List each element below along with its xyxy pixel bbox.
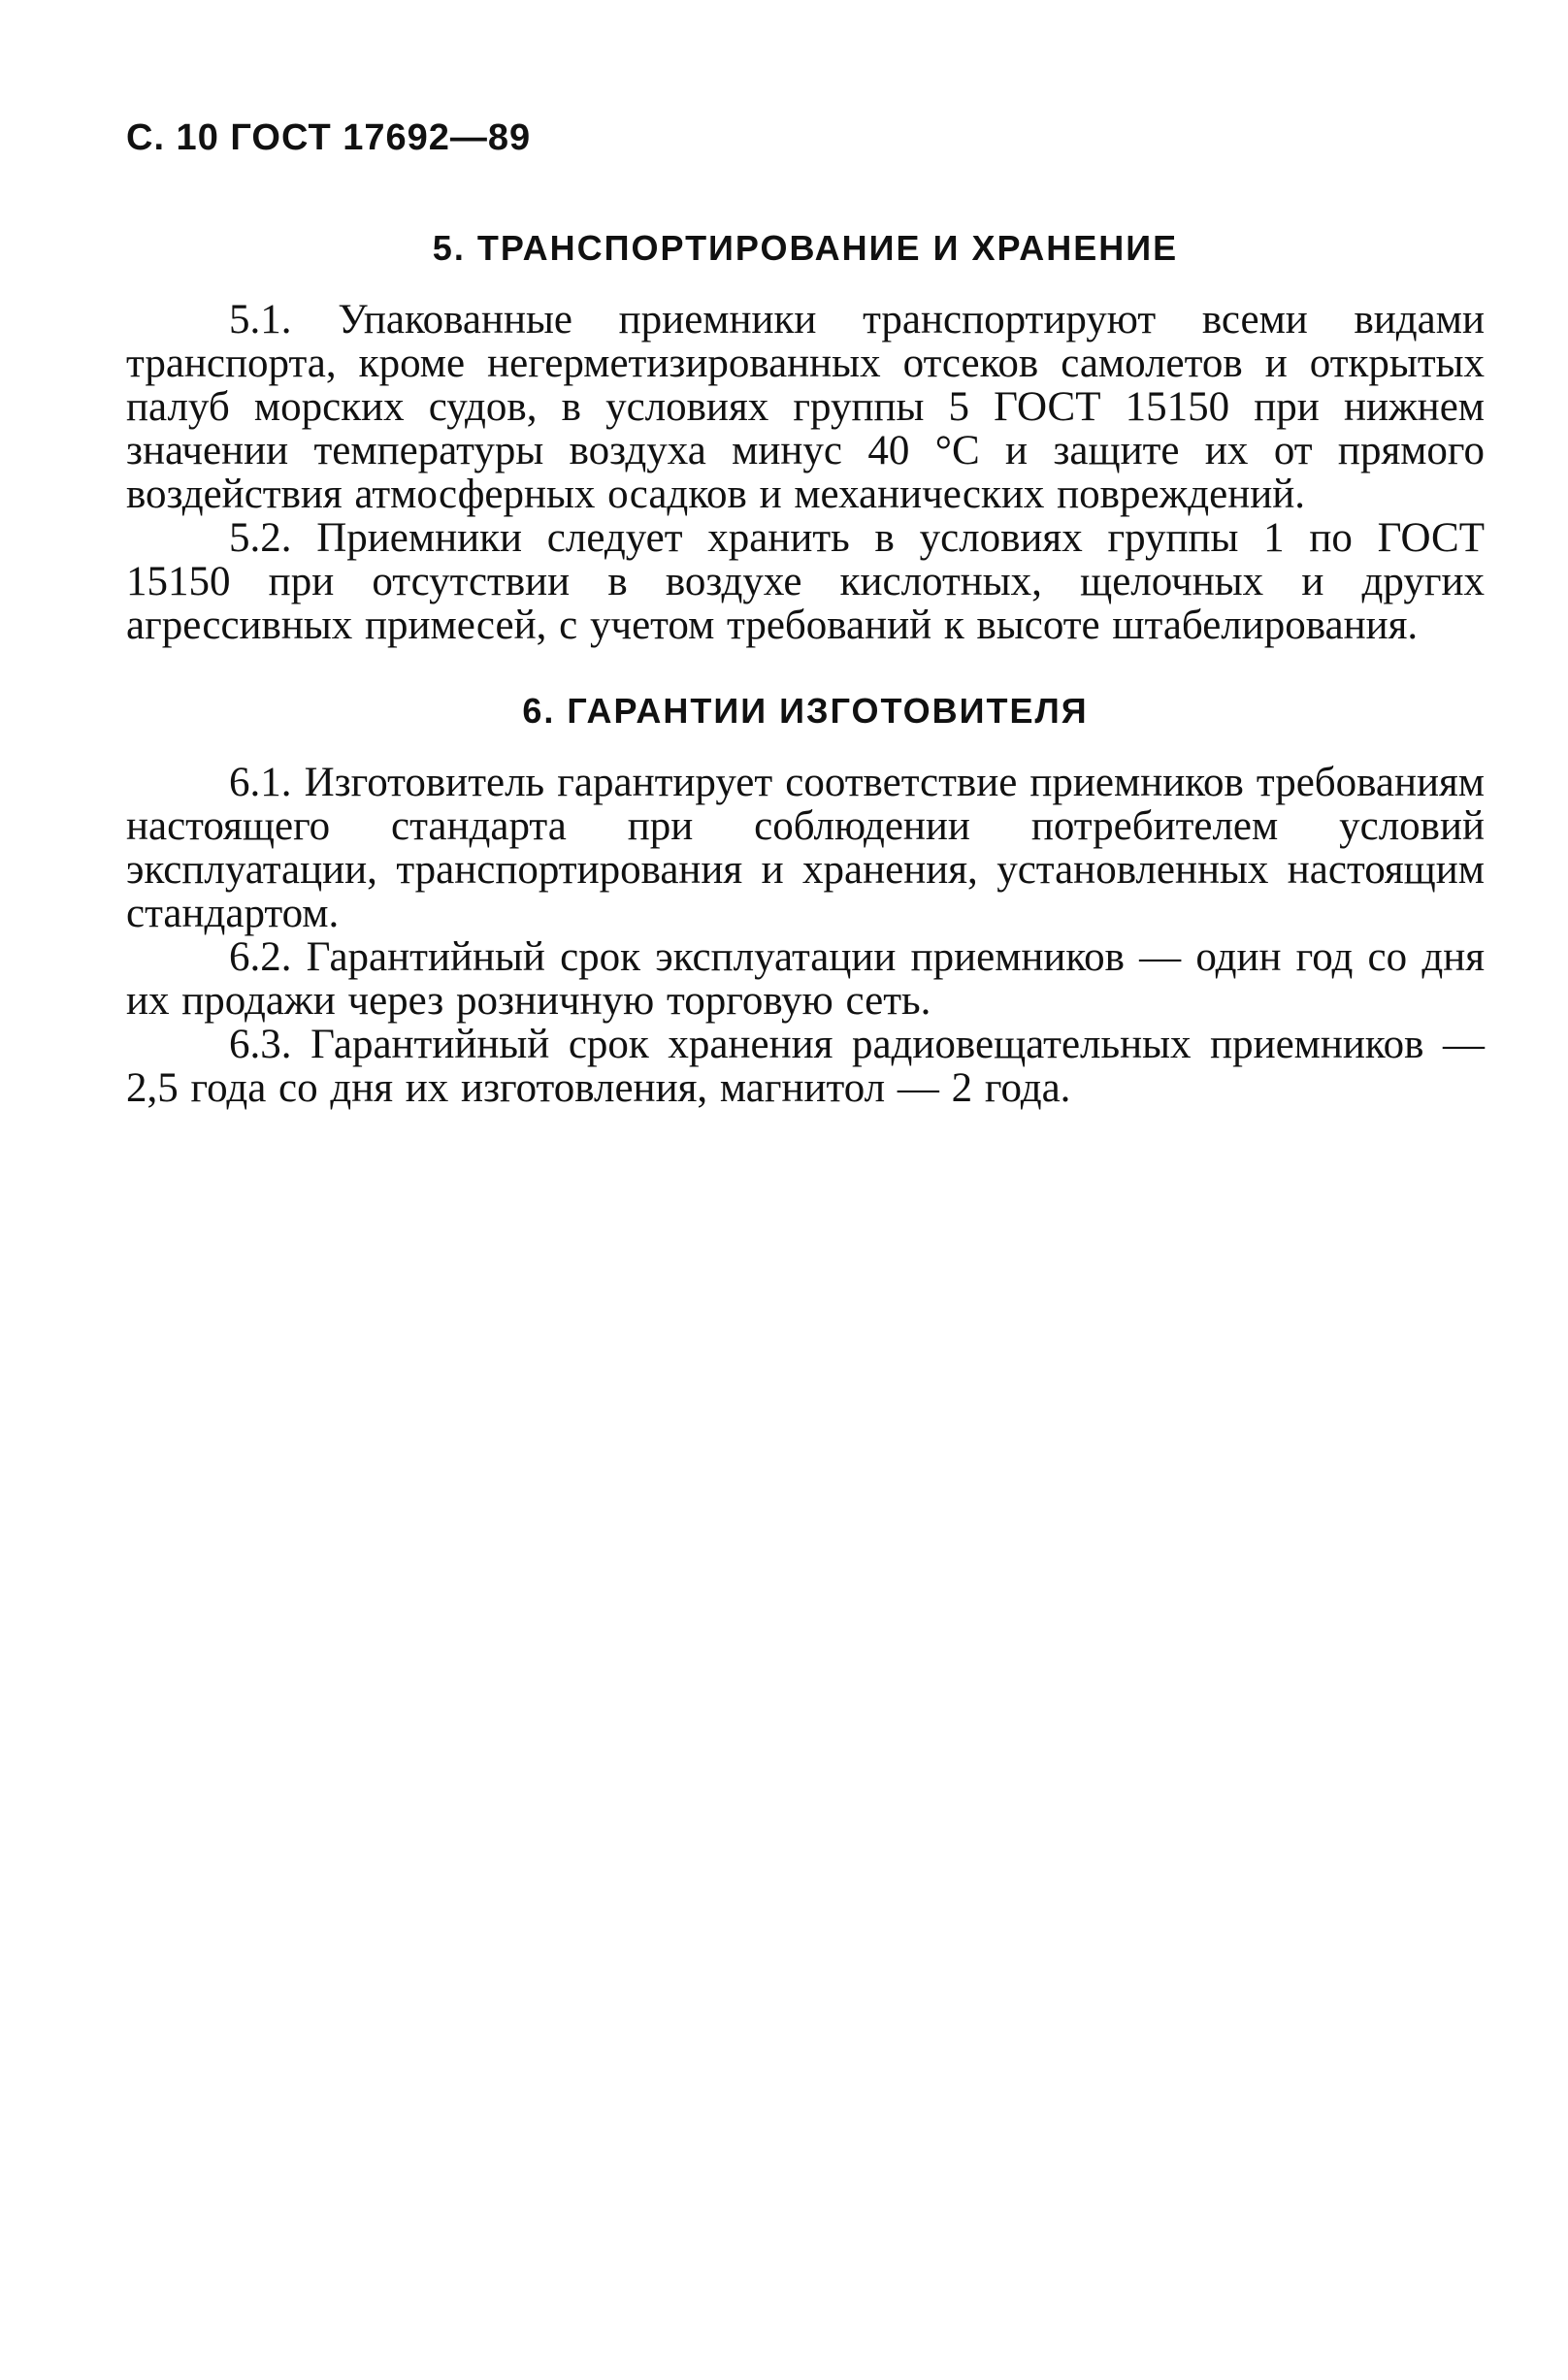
document-page	[126, 116, 1485, 1110]
section-manufacturer-warranty	[126, 690, 1485, 1110]
section-transportation-storage	[126, 227, 1485, 647]
section-title: 5. ТРАНСПОРТИРОВАНИЕ И ХРАНЕНИЕ	[432, 227, 1179, 268]
paragraph-5-2: 5.2. Приемники следует хранить в условиях группы 1 по ГОСТ 15150 при отсутствии в воздухе кислотных, щелочных и других агрессивных примесей, с учетом требований к высоте штабелирования.	[126, 514, 1485, 648]
section-title: 6. ГАРАНТИИ ИЗГОТОВИТЕЛЯ	[522, 690, 1089, 731]
running-head: С. 10 ГОСТ 17692—89	[126, 117, 532, 158]
paragraph-5-1: 5.1. Упакованные приемники транспортируют всеми видами транспорта, кроме негерметизированных отсеков самолетов и открытых палуб морских судов, в условиях группы 5 ГОСТ 15150 при нижнем значении температуры воздуха минус 40 °С и защите их от прямого воздействия атмосферных осадков и механических повреждений.	[126, 296, 1485, 517]
paragraph-6-1: 6.1. Изготовитель гарантирует соответствие приемников требованиям настоящего стандарта при соблюдении потребителем условий эксплуатации, транспортирования и хранения, установленных настоящим стандартом.	[126, 759, 1485, 936]
paragraph-6-2: 6.2. Гарантийный срок эксплуатации приемников — один год со дня их продажи через розничную торговую сеть.	[126, 933, 1485, 1024]
paragraph-6-3: 6.3. Гарантийный срок хранения радиовещательных приемников — 2,5 года со дня их изготовления, магнитол — 2 года.	[126, 1021, 1485, 1111]
